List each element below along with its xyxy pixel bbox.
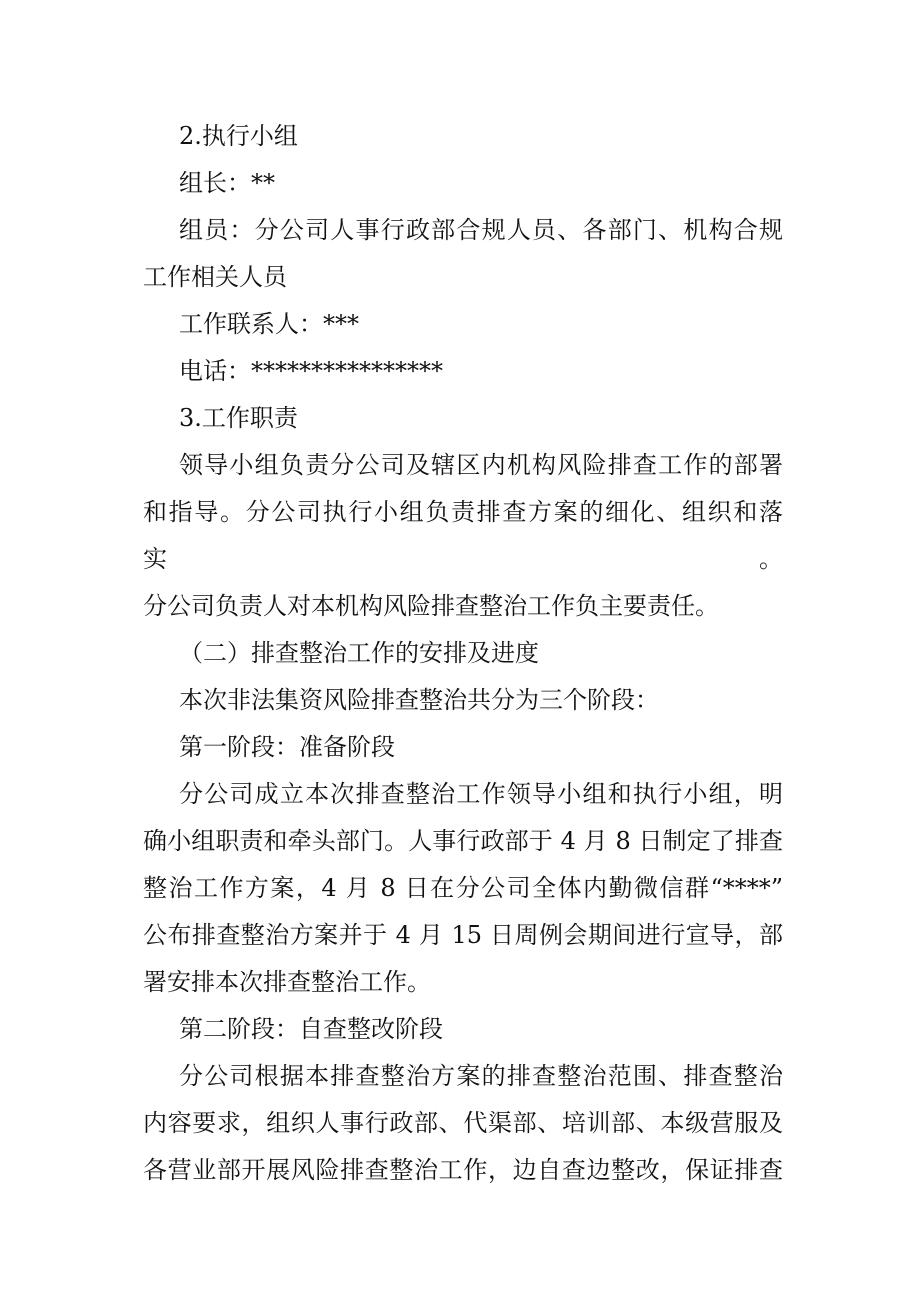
heading-responsibilities xyxy=(143,395,783,442)
text-line: 分公司根据本排查整治方案的排查整治范围、排查整治 xyxy=(179,1062,783,1090)
responsibilities-paragraph xyxy=(143,442,783,630)
heading-stage-one xyxy=(143,724,783,771)
text-line: 2.执行小组 xyxy=(179,122,298,150)
stage-two-paragraph xyxy=(143,1053,783,1194)
text-line: 第一阶段：准备阶段 xyxy=(179,733,395,761)
heading-arrangement-progress xyxy=(143,630,783,677)
text-line: 工作联系人：*** xyxy=(179,310,359,338)
text-line: 第二阶段：自查整改阶段 xyxy=(179,1015,443,1043)
text-line: 和指导。分公司执行小组负责排查方案的细化、组织和落实。 xyxy=(143,498,783,573)
stage-one-paragraph xyxy=(143,771,783,1006)
text-line: （二）排查整治工作的安排及进度 xyxy=(179,639,539,667)
contact-person-line xyxy=(143,301,783,348)
document-body xyxy=(143,113,783,1194)
text-line: 领导小组负责分公司及辖区内机构风险排查工作的部署 xyxy=(179,451,783,479)
group-members-paragraph xyxy=(143,207,783,301)
text-line: 署安排本次排查整治工作。 xyxy=(143,968,431,996)
text-line: 确小组职责和牵头部门。人事行政部于 4 月 8 日制定了排查 xyxy=(143,827,783,855)
text-line: 整治工作方案，4 月 8 日在分公司全体内勤微信群“****” xyxy=(143,874,783,902)
text-line: 公布排查整治方案并于 4 月 15 日周例会期间进行宣导，部 xyxy=(143,921,783,949)
text-line: 组长：** xyxy=(179,169,275,197)
text-line: 分公司负责人对本机构风险排查整治工作负主要责任。 xyxy=(143,592,719,620)
phone-line xyxy=(143,348,783,395)
stages-intro-line xyxy=(143,677,783,724)
text-line: 电话：**************** xyxy=(179,357,443,385)
text-line: 本次非法集资风险排查整治共分为三个阶段： xyxy=(179,686,659,714)
heading-stage-two xyxy=(143,1006,783,1053)
text-line: 分公司成立本次排查整治工作领导小组和执行小组，明 xyxy=(179,780,783,808)
text-line: 内容要求，组织人事行政部、代渠部、培训部、本级营服及 xyxy=(143,1109,783,1137)
text-line: 工作相关人员 xyxy=(143,263,287,291)
text-line: 3.工作职责 xyxy=(179,404,298,432)
group-leader-line xyxy=(143,160,783,207)
heading-execution-group xyxy=(143,113,783,160)
text-line: 组员：分公司人事行政部合规人员、各部门、机构合规 xyxy=(179,216,783,244)
text-line: 各营业部开展风险排查整治工作，边自查边整改，保证排查 xyxy=(143,1156,783,1184)
